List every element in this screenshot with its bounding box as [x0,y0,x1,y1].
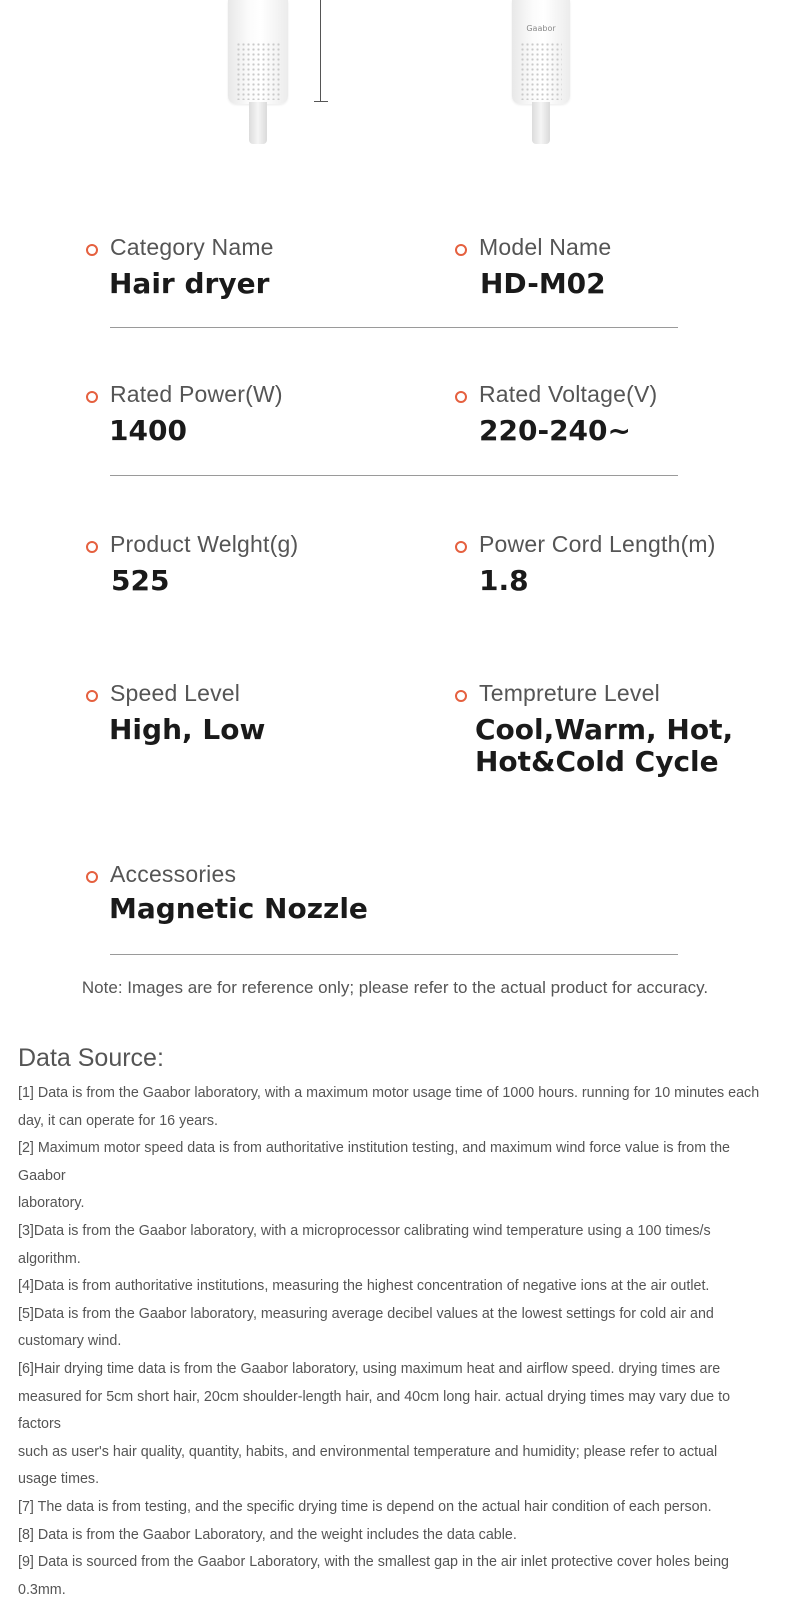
data-source-line: day, it can operate for 16 years. [18,1112,219,1129]
data-source-line: such as user's hair quality, quantity, habits, and environmental temperature and humidity; please refer to actual [18,1443,718,1460]
spec-label: Rated Power(W) [110,381,283,407]
spec-value-line1: Cool,Warm, Hot, [475,713,734,746]
data-source-line: [8] Data is from the Gaabor Laboratory, and the weight includes the data cable. [18,1526,517,1543]
data-source-list [18,1080,774,1604]
spec-value: 220-240~ [479,414,631,447]
spec-value: 1.8 [479,564,529,597]
dryer-body [228,0,288,104]
data-source-line: laboratory. [18,1195,85,1212]
dimension-line [320,0,321,102]
data-source-line: [6]Hair drying time data is from the Gaabor laboratory, using maximum heat and airflow speed. drying times are [18,1360,721,1377]
data-source-line: usage times. [18,1471,100,1488]
bullet-icon [455,244,467,256]
spec-value: 525 [111,564,170,597]
bullet-icon [86,541,98,553]
dryer-grille [520,42,562,100]
data-source-line: [2] Maximum motor speed data is from authoritative institution testing, and maximum wind force value is from the Gaabor [18,1140,730,1184]
product-image-front [512,0,570,146]
bullet-icon [455,541,467,553]
dryer-body [512,0,570,104]
data-source-line: [3]Data is from the Gaabor laboratory, with a microprocessor calibrating wind temperature using a 100 times/s algorithm. [18,1222,711,1267]
spec-label: Power Cord Length(m) [479,531,716,557]
divider [110,327,678,328]
spec-value-line2: Hot&Cold Cycle [475,745,719,778]
spec-value: 1400 [109,414,187,447]
data-source-line: [4]Data is from authoritative institutions, measuring the highest concentration of negative ions at the air outlet. [18,1278,710,1295]
data-source-line: customary wind. [18,1333,122,1350]
divider [110,954,678,955]
dryer-handle [532,102,550,144]
spec-label: Accessories [110,861,237,887]
dryer-grille [236,42,280,100]
spec-label: Tempreture Level [479,680,660,706]
data-source-line: [5]Data is from the Gaabor laboratory, measuring average decibel values at the lowest settings for cold air and [18,1305,714,1322]
data-source-line: measured for 5cm short hair, 20cm shoulder-length hair, and 40cm long hair. actual drying times may vary due to factors [18,1388,731,1433]
bullet-icon [86,244,98,256]
spec-value: High, Low [109,713,266,746]
dimension-tick [314,101,328,102]
bullet-icon [455,690,467,702]
spec-value: Hair dryer [109,267,270,300]
spec-label: Model Name [479,234,612,260]
divider [110,475,678,476]
reference-note: Note: Images are for reference only; please refer to the actual product for accuracy. [81,978,709,997]
product-image-side [228,0,288,146]
bullet-icon [86,871,98,883]
spec-value: Magnetic Nozzle [109,892,368,925]
brand-logo: Gaabor [526,24,556,33]
bullet-icon [86,690,98,702]
spec-label: Product Welght(g) [110,531,299,557]
bullet-icon [455,391,467,403]
spec-label: Speed Level [110,680,241,706]
data-source-line: [9] Data is sourced from the Gaabor Laboratory, with the smallest gap in the air inlet protective cover holes being 0.3mm. [18,1554,729,1598]
data-source-line: [7] The data is from testing, and the specific drying time is depend on the actual hair condition of each person. [18,1498,712,1515]
spec-label: Rated Voltage(V) [479,381,658,407]
spec-value: HD-M02 [480,267,606,300]
bullet-icon [86,391,98,403]
dryer-handle [249,102,267,144]
data-source-line: [1] Data is from the Gaabor laboratory, with a maximum motor usage time of 1000 hours. running for 10 minutes each [18,1085,760,1101]
spec-label: Category Name [110,234,274,260]
data-source-title: Data Source: [18,1044,164,1072]
